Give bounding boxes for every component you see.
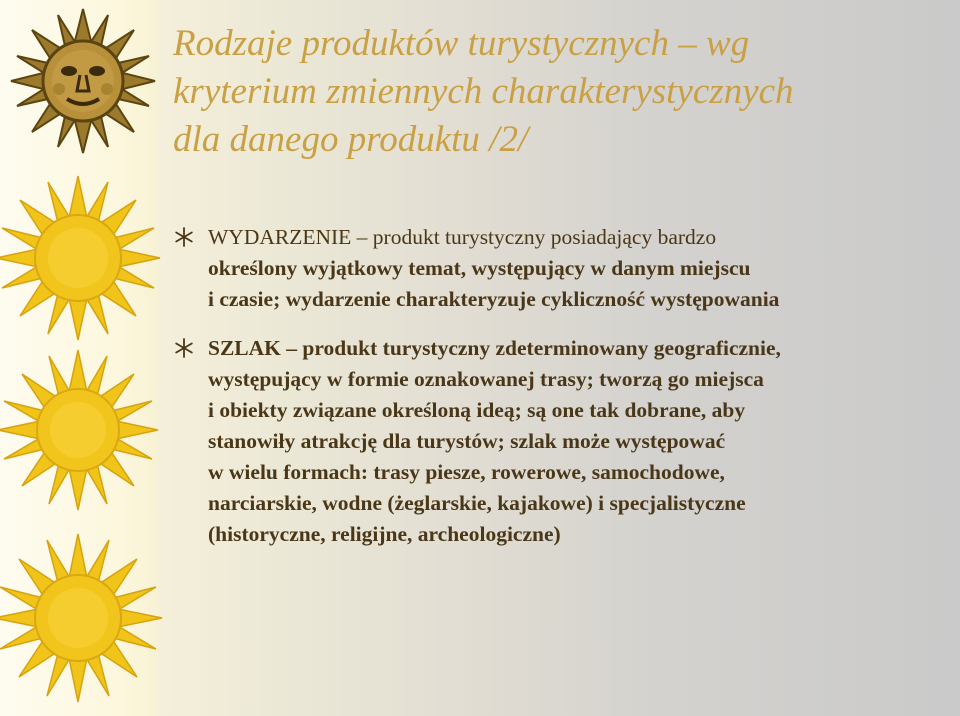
six-point-star-icon	[174, 338, 194, 358]
bullet-line: stanowiły atrakcję dla turystów; szlak może występować	[208, 429, 726, 453]
slide-title-line: Rodzaje produktów turystycznych – wg	[173, 23, 750, 64]
bullet-text	[208, 222, 894, 315]
bullet-line: (historyczne, religijne, archeologiczne)	[208, 522, 561, 546]
bullet-text	[208, 333, 894, 550]
sun-icon	[0, 518, 160, 716]
bullet-line: określony wyjątkowy temat, występujący w danym miejscu	[208, 256, 751, 280]
six-point-star-icon	[174, 227, 194, 247]
bullet-line: występujący w formie oznakowanej trasy; tworzą go miejsca	[208, 367, 764, 391]
bullet-line: narciarskie, wodne (żeglarskie, kajakowe) i specjalistyczne	[208, 491, 746, 515]
sun-sidebar	[0, 0, 158, 716]
sun-icon	[0, 160, 160, 350]
slide-title-line: dla danego produktu /2/	[173, 119, 529, 160]
bullet-line: w wielu formach: trasy piesze, rowerowe, samochodowe,	[208, 460, 725, 484]
bullet-line: i obiekty związane określoną ideą; są one tak dobrane, aby	[208, 398, 746, 422]
slide-title-line: kryterium zmiennych charakterystycznych	[173, 71, 794, 112]
sun-icon	[4, 338, 160, 518]
bullet-szlak	[174, 333, 894, 550]
slide-title	[173, 20, 933, 164]
sun-face-icon	[8, 6, 158, 156]
bullet-wydarzenie	[174, 222, 894, 315]
bullet-line: SZLAK – produkt turystyczny zdeterminowany geograficznie,	[208, 336, 781, 360]
bullet-line: WYDARZENIE – produkt turystyczny posiadający bardzo	[208, 225, 717, 249]
bullet-line: i czasie; wydarzenie charakteryzuje cykliczność występowania	[208, 287, 780, 311]
